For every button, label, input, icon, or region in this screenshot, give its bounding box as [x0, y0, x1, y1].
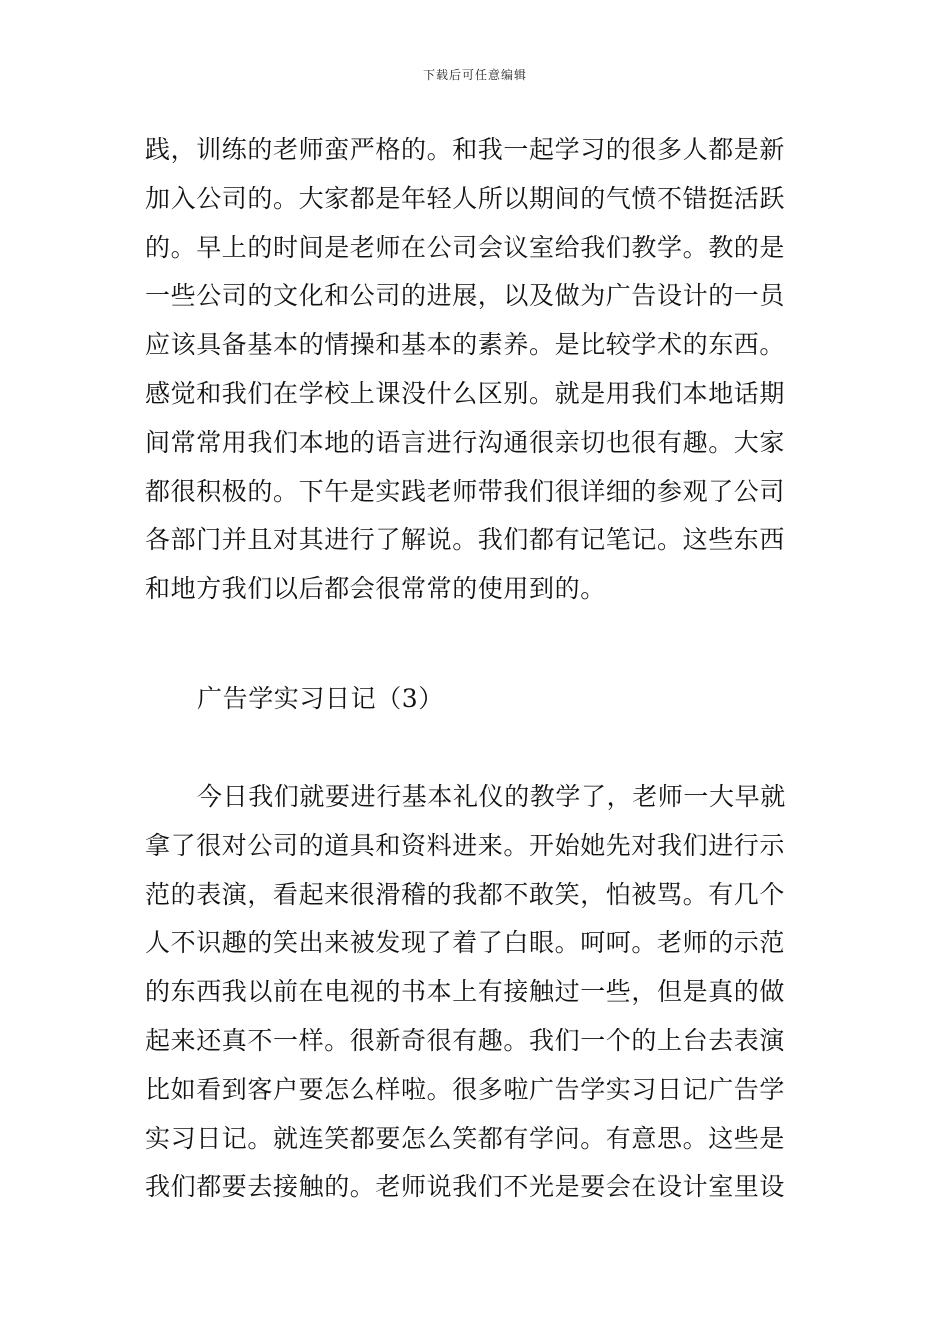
text-line: 拿了很对公司的道具和资料进来。开始她先对我们进行示 — [145, 830, 786, 860]
text-line: 践，训练的老师蛮严格的。和我一起学习的很多人都是新 — [145, 135, 786, 164]
text-line: 范的表演，看起来很滑稽的我都不敢笑，怕被骂。有几个 — [145, 879, 786, 909]
text-line: 都很积极的。下午是实践老师带我们很详细的参观了公司 — [145, 476, 786, 506]
text-line: 人不识趣的笑出来被发现了着了白眼。呵呵。老师的示范 — [145, 928, 786, 958]
text-line: 加入公司的。大家都是年轻人所以期间的气愤不错挺活跃 — [145, 183, 786, 213]
text-line: 实习日记。就连笑都要怎么笑都有学问。有意思。这些是 — [145, 1123, 786, 1153]
text-line: 起来还真不一样。很新奇很有趣。我们一个的上台去表演 — [145, 1025, 786, 1055]
page-header-note: 下载后可任意编辑 — [422, 68, 527, 82]
text-line: 间常常用我们本地的语言进行沟通很亲切也很有趣。大家 — [145, 427, 786, 457]
text-line: 的。早上的时间是老师在公司会议室给我们教学。教的是 — [145, 232, 786, 262]
text-line: 的东西我以前在电视的书本上有接触过一些，但是真的做 — [145, 977, 786, 1007]
body-paragraph-1 — [145, 126, 810, 614]
text-line: 比如看到客户要怎么样啦。很多啦广告学实习日记广告学 — [145, 1074, 786, 1104]
text-line: 感觉和我们在学校上课没什么区别。就是用我们本地话期 — [145, 378, 786, 408]
text-line: 各部门并且对其进行了解说。我们都有记笔记。这些东西 — [145, 525, 786, 555]
body-paragraph-2 — [145, 773, 810, 1212]
text-line: 应该具备基本的情操和基本的素养。是比较学术的东西。 — [145, 330, 786, 360]
text-line: 我们都要去接触的。老师说我们不光是要会在设计室里设 — [145, 1172, 786, 1202]
text-line: 今日我们就要进行基本礼仪的教学了，老师一大早就 — [197, 782, 786, 811]
text-line: 和地方我们以后都会很常常的使用到的。 — [145, 574, 606, 604]
section-heading — [145, 675, 810, 724]
text-line: 一些公司的文化和公司的进展，以及做为广告设计的一员 — [145, 281, 786, 311]
section-heading-text: 广告学实习日记（3） — [197, 684, 444, 713]
